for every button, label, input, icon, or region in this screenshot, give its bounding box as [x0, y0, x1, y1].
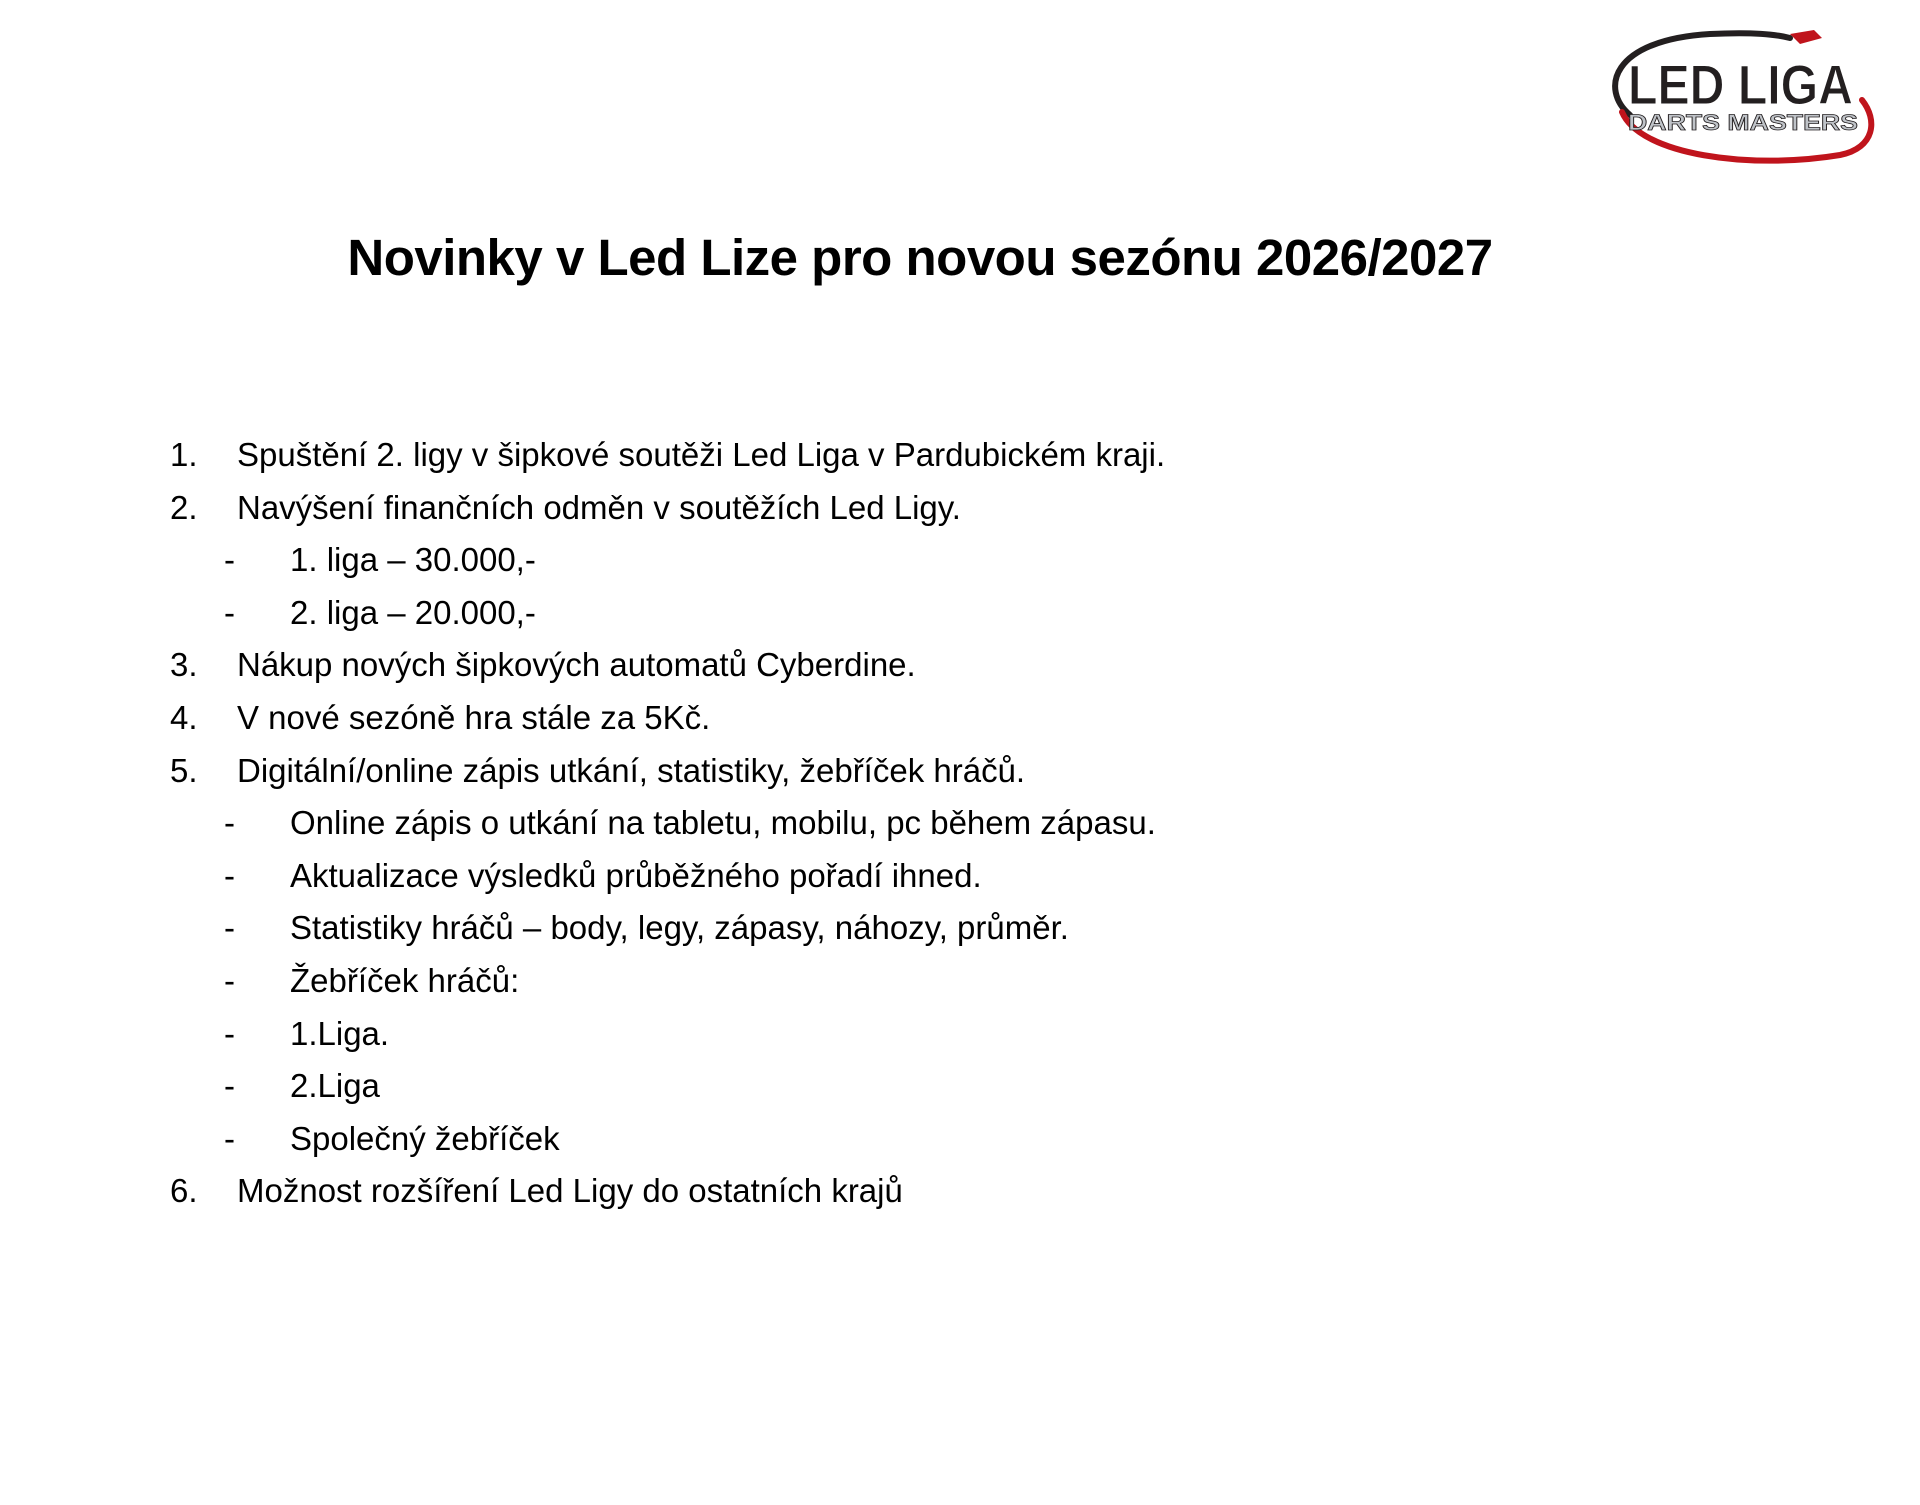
list-number: 1.: [170, 436, 198, 473]
list-item-text: Spuštění 2. ligy v šipkové soutěži Led Liga v Pardubickém kraji.: [237, 436, 1166, 473]
list-number: 6.: [170, 1172, 198, 1210]
list-item-text: 2.Liga: [290, 1067, 380, 1105]
list-dash: -: [224, 804, 235, 842]
page-title: Novinky v Led Lize pro novou sezónu 2026/2027: [347, 229, 1493, 286]
list-item-text: 1. liga – 30.000,-: [290, 541, 536, 579]
list-item-text: Digitální/online zápis utkání, statistiky, žebříček hráčů.: [237, 751, 1026, 789]
list-dash: -: [224, 541, 235, 579]
list-item-text: Aktualizace výsledků průběžného pořadí ihned.: [290, 856, 982, 894]
list-item-text: Možnost rozšíření Led Ligy do ostatních krajů: [237, 1172, 903, 1210]
list-dash: -: [224, 961, 235, 999]
list-dash: -: [224, 1014, 235, 1052]
list-item-text: 2. liga – 20.000,-: [290, 593, 536, 631]
list-item-text: V nové sezóně hra stále za 5Kč.: [237, 698, 711, 736]
list-number: 2.: [170, 488, 198, 526]
list-number: 3.: [170, 646, 198, 684]
list-dash: -: [224, 593, 235, 631]
list-item-text: Online zápis o utkání na tabletu, mobilu, pc během zápasu.: [290, 804, 1156, 842]
logo-subtitle: DARTS MASTERS: [1628, 110, 1858, 135]
list-number: 5.: [170, 751, 198, 789]
list-dash: -: [224, 856, 235, 894]
list-dash: -: [224, 909, 235, 947]
list-item-text: 1.Liga.: [290, 1014, 390, 1052]
list-item-text: Nákup nových šipkových automatů Cyberdine.: [237, 646, 916, 684]
list-item-text: Statistiky hráčů – body, legy, zápasy, náhozy, průměr.: [290, 909, 1069, 947]
list-dash: -: [224, 1119, 235, 1157]
led-liga-logo: [1600, 20, 1875, 170]
list-item-text: Navýšení finančních odměn v soutěžích Led Ligy.: [237, 488, 961, 526]
list-number: 4.: [170, 698, 198, 736]
list-item-text: Společný žebříček: [290, 1119, 560, 1157]
logo-main-text: LED LIGA: [1628, 53, 1853, 116]
list-dash: -: [224, 1067, 235, 1105]
list-item-text: Žebříček hráčů:: [290, 961, 520, 999]
